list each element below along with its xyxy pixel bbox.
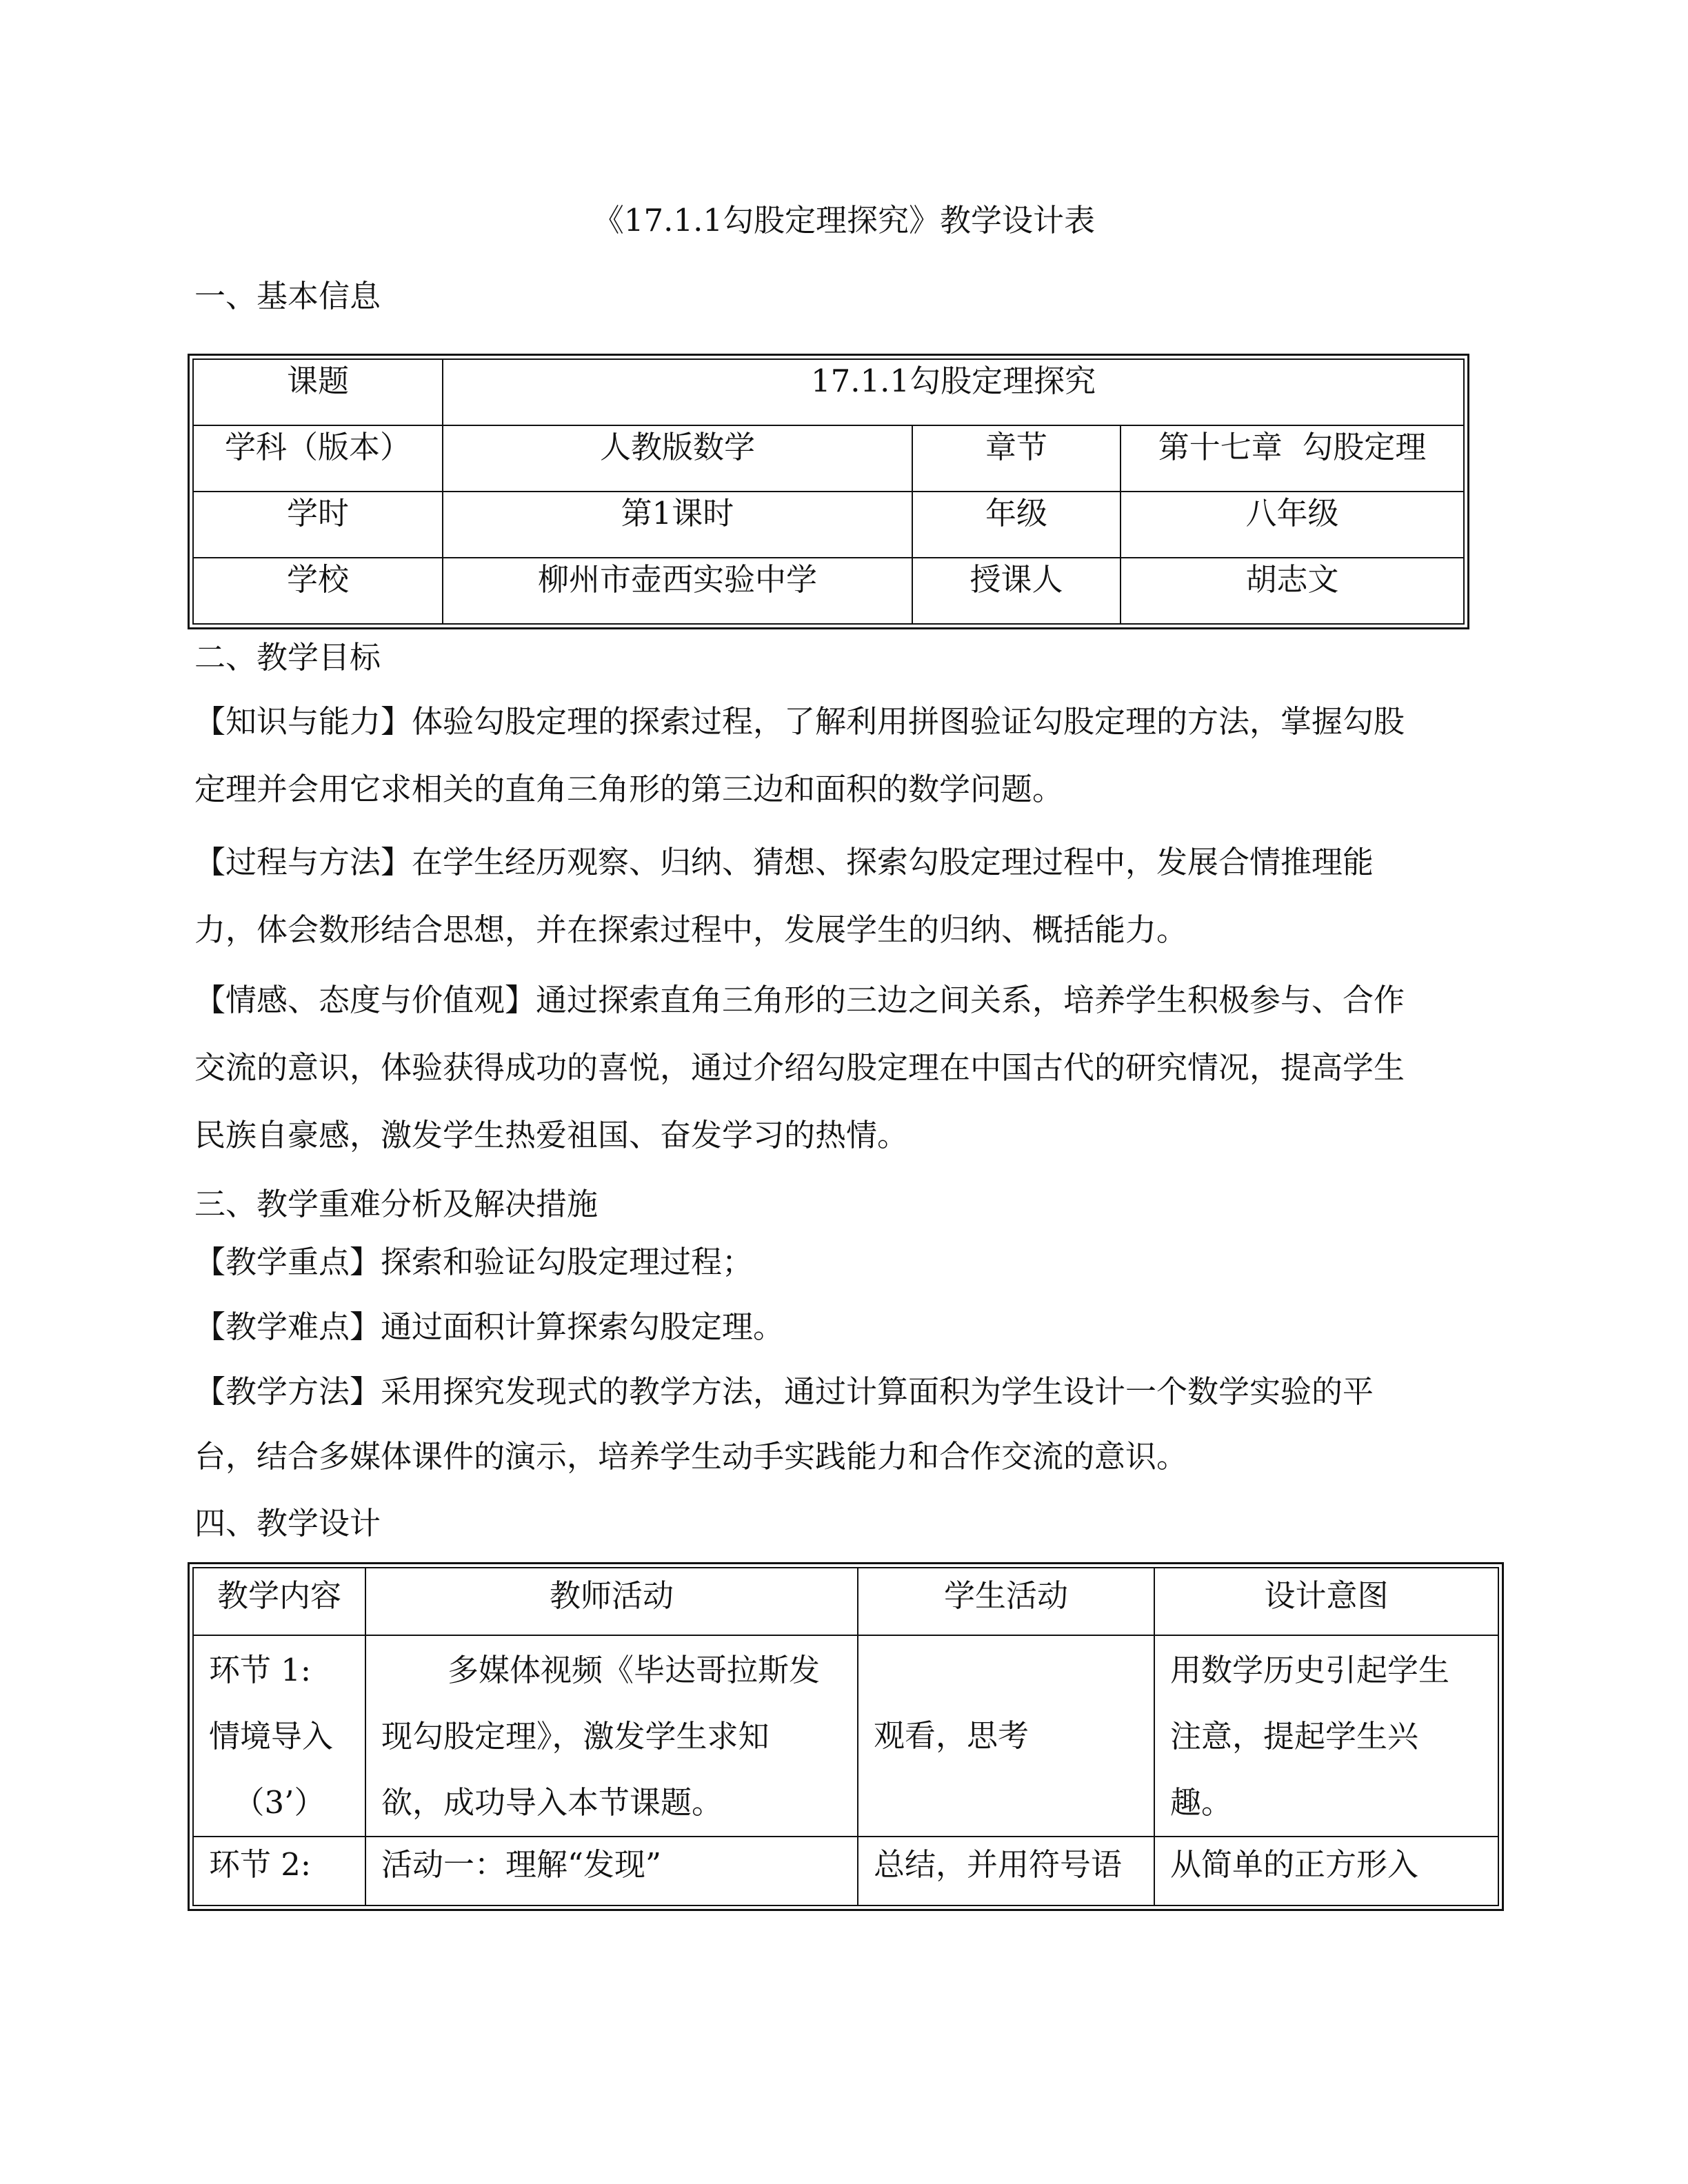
period-value: 第1课时 — [443, 492, 912, 558]
grade-value: 八年级 — [1121, 492, 1464, 558]
header-teacher: 教师活动 — [365, 1568, 858, 1635]
header-intent: 设计意图 — [1154, 1568, 1498, 1635]
school-value: 柳州市壶西实验中学 — [443, 558, 912, 624]
table-header-row — [193, 1568, 1498, 1635]
section-heading-basic-info: 一、基本信息 — [194, 278, 381, 314]
table-row — [193, 558, 1464, 624]
difficulty-point: 【教学难点】通过面积计算探索勾股定理。 — [194, 1308, 785, 1345]
teacher-label: 授课人 — [912, 558, 1121, 624]
analysis-block — [194, 1230, 1484, 1489]
goal-knowledge — [194, 688, 1484, 823]
row2-content: 环节 2: — [193, 1837, 365, 1905]
text-line: 趣。 — [1170, 1784, 1233, 1821]
text-line: 环节 1: — [209, 1652, 312, 1688]
row2-student: 总结，并用符号语 — [858, 1837, 1154, 1905]
text-line: 欲，成功导入本节课题。 — [381, 1784, 723, 1821]
document-title: 《17.1.1勾股定理探究》教学设计表 — [592, 202, 1096, 239]
text-line: 交流的意识，体验获得成功的喜悦，通过介绍勾股定理在中国古代的研究情况，提高学生 — [194, 1049, 1405, 1086]
teacher-value: 胡志文 — [1121, 558, 1464, 624]
table-row — [193, 425, 1464, 492]
table-row — [193, 1837, 1498, 1905]
section-heading-goals: 二、教学目标 — [194, 639, 381, 676]
method-line: 【教学方法】采用探究发现式的教学方法，通过计算面积为学生设计一个数学实验的平 — [194, 1373, 1374, 1410]
text-line: 用数学历史引起学生 — [1170, 1652, 1450, 1688]
text-line: 多媒体视频《毕达哥拉斯发 — [448, 1652, 821, 1688]
header-student: 学生活动 — [858, 1568, 1154, 1635]
table-row — [193, 492, 1464, 558]
key-point: 【教学重点】探索和验证勾股定理过程； — [194, 1244, 754, 1280]
school-label: 学校 — [193, 558, 443, 624]
topic-value: 17.1.1勾股定理探究 — [443, 359, 1464, 425]
text-line: 民族自豪感，激发学生热爱祖国、奋发学习的热情。 — [194, 1117, 909, 1153]
subject-value: 人教版数学 — [443, 425, 912, 492]
row2-intent: 从简单的正方形入 — [1154, 1837, 1498, 1905]
grade-label: 年级 — [912, 492, 1121, 558]
subject-label: 学科（版本） — [193, 425, 443, 492]
text-line: 现勾股定理》，激发学生求知 — [381, 1718, 770, 1755]
section-heading-analysis: 三、教学重难分析及解决措施 — [194, 1186, 599, 1222]
text-line: 情境导入 — [209, 1718, 334, 1755]
text-line: 力，体会数形结合思想，并在探索过程中，发展学生的归纳、概括能力。 — [194, 911, 1188, 948]
chapter-value: 第十七章 勾股定理 — [1121, 425, 1464, 492]
row1-content — [193, 1635, 365, 1837]
text-line: 【情感、态度与价值观】通过探索直角三角形的三边之间关系，培养学生积极参与、合作 — [194, 982, 1405, 1018]
basic-info-table — [192, 358, 1465, 625]
period-label: 学时 — [193, 492, 443, 558]
header-content: 教学内容 — [193, 1568, 365, 1635]
row2-teacher: 活动一：理解“发现” — [365, 1837, 858, 1905]
section-heading-design: 四、教学设计 — [194, 1505, 381, 1541]
row1-teacher — [365, 1635, 858, 1837]
row1-student: 观看，思考 — [858, 1635, 1154, 1837]
text-line: 【过程与方法】在学生经历观察、归纳、猜想、探索勾股定理过程中，发展合情推理能 — [194, 844, 1374, 880]
topic-label: 课题 — [193, 359, 443, 425]
table-row — [193, 359, 1464, 425]
teaching-design-table — [192, 1567, 1499, 1906]
text-line: 注意，提起学生兴 — [1170, 1718, 1419, 1755]
text-line: 定理并会用它求相关的直角三角形的第三边和面积的数学问题。 — [194, 771, 1064, 807]
chapter-label: 章节 — [912, 425, 1121, 492]
goal-emotion — [194, 967, 1484, 1169]
goal-process — [194, 829, 1484, 964]
row1-intent — [1154, 1635, 1498, 1837]
table-row — [193, 1635, 1498, 1837]
text-line: 【知识与能力】体验勾股定理的探索过程，了解利用拼图验证勾股定理的方法，掌握勾股 — [194, 703, 1405, 740]
method-line: 台，结合多媒体课件的演示，培养学生动手实践能力和合作交流的意识。 — [194, 1438, 1188, 1475]
text-line: （3’） — [233, 1784, 325, 1821]
